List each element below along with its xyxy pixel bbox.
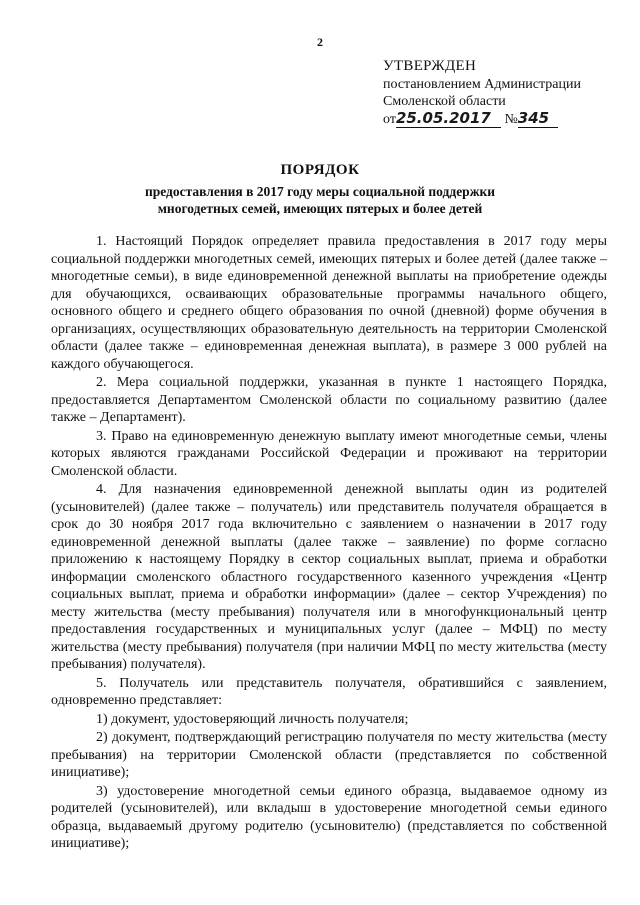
list-item-1: 1) документ, удостоверяющий личность получателя;	[96, 711, 409, 727]
paragraph-1: 1. Настоящий Порядок определяет правила предоставления в 2017 году меры социальной поддержки многодетных семей, имеющих пятерых и более детей (далее также – многодетные семьи), в виде единовременной денежной выплаты на приобретение одежды для обучающихся, осваивающих образовательные программы начального общего, основного общего и среднего общего образования по очной (дневной) форме обучения в организациях, осуществляющих образовательную деятельность на территории Смоленской области (далее также – единовременная денежная выплата), в размере 3 000 рублей на каждого обучающегося.	[51, 234, 607, 372]
list-item-2: 2) документ, подтверждающий регистрацию получателя по месту жительства (месту пребывания) на территории Смоленской области (представляется по собственной инициативе);	[51, 730, 607, 780]
page-number: 2	[317, 35, 323, 49]
paragraph-2: 2. Мера социальной поддержки, указанная в пункте 1 настоящего Порядка, предоставляется Департаментом Смоленской области по социальному развитию (далее также – Департамент).	[51, 375, 607, 425]
document-subtitle-line-1: предоставления в 2017 году меры социальной поддержки	[144, 184, 496, 199]
document-title-block	[0, 162, 640, 217]
handwritten-number: 345	[517, 109, 550, 127]
document-body	[51, 233, 607, 853]
approval-stamp-block	[383, 58, 623, 128]
paragraph-3: 3. Право на единовременную денежную выплату имеют многодетные семьи, члены которых являются гражданами Российской Федерации и проживают на территории Смоленской области.	[51, 428, 607, 479]
approval-date-number-line	[383, 111, 623, 128]
document-subtitle-line-2: многодетных семей, имеющих пятерых и более детей	[157, 201, 483, 216]
paragraph-4: 4. Для назначения единовременной денежной выплаты один из родителей (усыновителей) (далее также – получатель) или представитель получателя обращается в срок до 30 ноября 2017 года включительно с заявлением о назначении в 2017 году единовременной денежной выплаты (далее также – заявление) по форме согласно приложению к настоящему Порядку в сектор социальных выплат, приема и обработки информации смоленского областного государственного казенного учреждения «Центр социальных выплат, приема и обработки информации» (далее – сектор Учреждения) по месту жительства (месту пребывания) получателя или в многофункциональный центр предоставления государственных и муниципальных услуг (далее – МФЦ) по месту жительства (месту пребывания) получателя (при наличии МФЦ по месту жительства (месту пребывания) получателя).	[51, 482, 607, 672]
date-prefix: от	[383, 112, 396, 127]
paragraph-5: 5. Получатель или представитель получателя, обратившийся с заявлением, одновременно представляет:	[51, 675, 607, 708]
handwritten-date: 25.05.2017	[395, 109, 491, 127]
approval-line-1: постановлением Администрации	[383, 77, 581, 92]
approval-line-2: Смоленской области	[383, 94, 506, 109]
document-title: ПОРЯДОК	[280, 162, 360, 178]
number-field	[518, 111, 558, 128]
date-field	[396, 111, 501, 128]
approval-heading: УТВЕРЖДЕН	[383, 58, 477, 74]
number-prefix: №	[504, 112, 518, 127]
list-item-3: 3) удостоверение многодетной семьи единого образца, выдаваемое одному из родителей (усыновителей), или вкладыш в удостоверение многодетной семьи единого образца, выдаваемый другому родителю (усыновителю) (представляется по собственной инициативе);	[51, 783, 607, 851]
